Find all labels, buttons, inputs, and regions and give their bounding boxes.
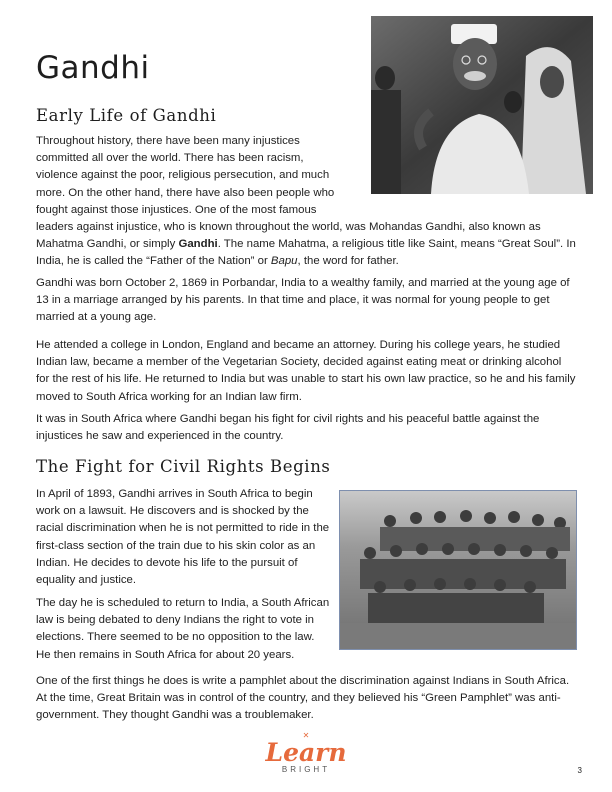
learn-bright-logo <box>256 733 356 787</box>
early-life-paragraph-4: It was in South Africa where Gandhi began his fight for civil rights and his peaceful battle against the injustices he saw and experienced in the country. <box>36 413 540 443</box>
early-life-paragraph-1-run: Throughout history, there have been many injustices committed all over the world. There has been racism, violence against the poor, religious persecution, and much more. On the other hand, there have also been people who fought against those injustices. One of the most famous leaders against injustice, who is known throughout the world, was Mohandas Gandhi, also known as Mahatma Gandhi, or simply <box>36 135 541 251</box>
civil-rights-paragraph-3: One of the first things he does is write a pamphlet about the discrimination against Indians in South Africa. At the time, Great Britain was in control of the country, and they believed his “Green Pamphlet” was anti-government. They thought Gandhi was a troublemaker. <box>36 675 570 722</box>
logo-word: Learn <box>265 738 347 767</box>
early-life-paragraph-1-run: Gandhi <box>178 238 218 251</box>
logo-pencil-icon: ✕ <box>302 731 310 740</box>
early-life-paragraph-1 <box>36 133 576 271</box>
early-life-paragraph-3: He attended a college in London, England and became an attorney. During his college years, he studied Indian law, became a member of the Vegetarian Society, decided against eating meat or drinking alcohol for the rest of his life. He returned to India but was unable to start his own law practice, so he and his family moved to South Africa working for an Indian law firm. <box>36 339 576 403</box>
section-heading-early-life: Early Life of Gandhi <box>36 106 217 125</box>
civil-rights-paragraph-2: The day he is scheduled to return to India, a South African law is being debated to deny Indians the right to vote in elections. There seemed to be no opposition to the law. He then remains in South Africa for about 20 years. <box>36 597 330 661</box>
civil-rights-paragraph-1: In April of 1893, Gandhi arrives in South Africa to begin work on a lawsuit. He discovers and is shocked by the racial discrimination when he is not permitted to ride in the first-class section of the train due to his skin color as an Indian. He decides to devote his life to the pursuit of equality and justice. <box>36 488 330 587</box>
photo-wrap-spacer <box>348 133 576 211</box>
early-life-paragraph-1-run: . The name Mahatma, a religious title like Saint, means “Great Soul”. In India, he is called the “Father of the Nation” or <box>36 238 576 268</box>
early-life-paragraph-1-run: Bapu <box>270 255 298 268</box>
early-life-paragraph-1-run: , the word for father. <box>297 255 399 268</box>
page-title: Gandhi <box>36 50 150 86</box>
indian-ambulance-corps-group-photo <box>339 490 577 650</box>
page-number: 3 <box>577 766 582 775</box>
early-life-paragraph-2: Gandhi was born October 2, 1869 in Porbandar, India to a wealthy family, and married at the young age of 13 in a marriage arranged by his parents. In that time and place, it was normal for young people to get married at a young age. <box>36 277 570 324</box>
section-heading-civil-rights: The Fight for Civil Rights Begins <box>36 457 331 476</box>
logo-subtitle: BRIGHT <box>281 765 331 774</box>
